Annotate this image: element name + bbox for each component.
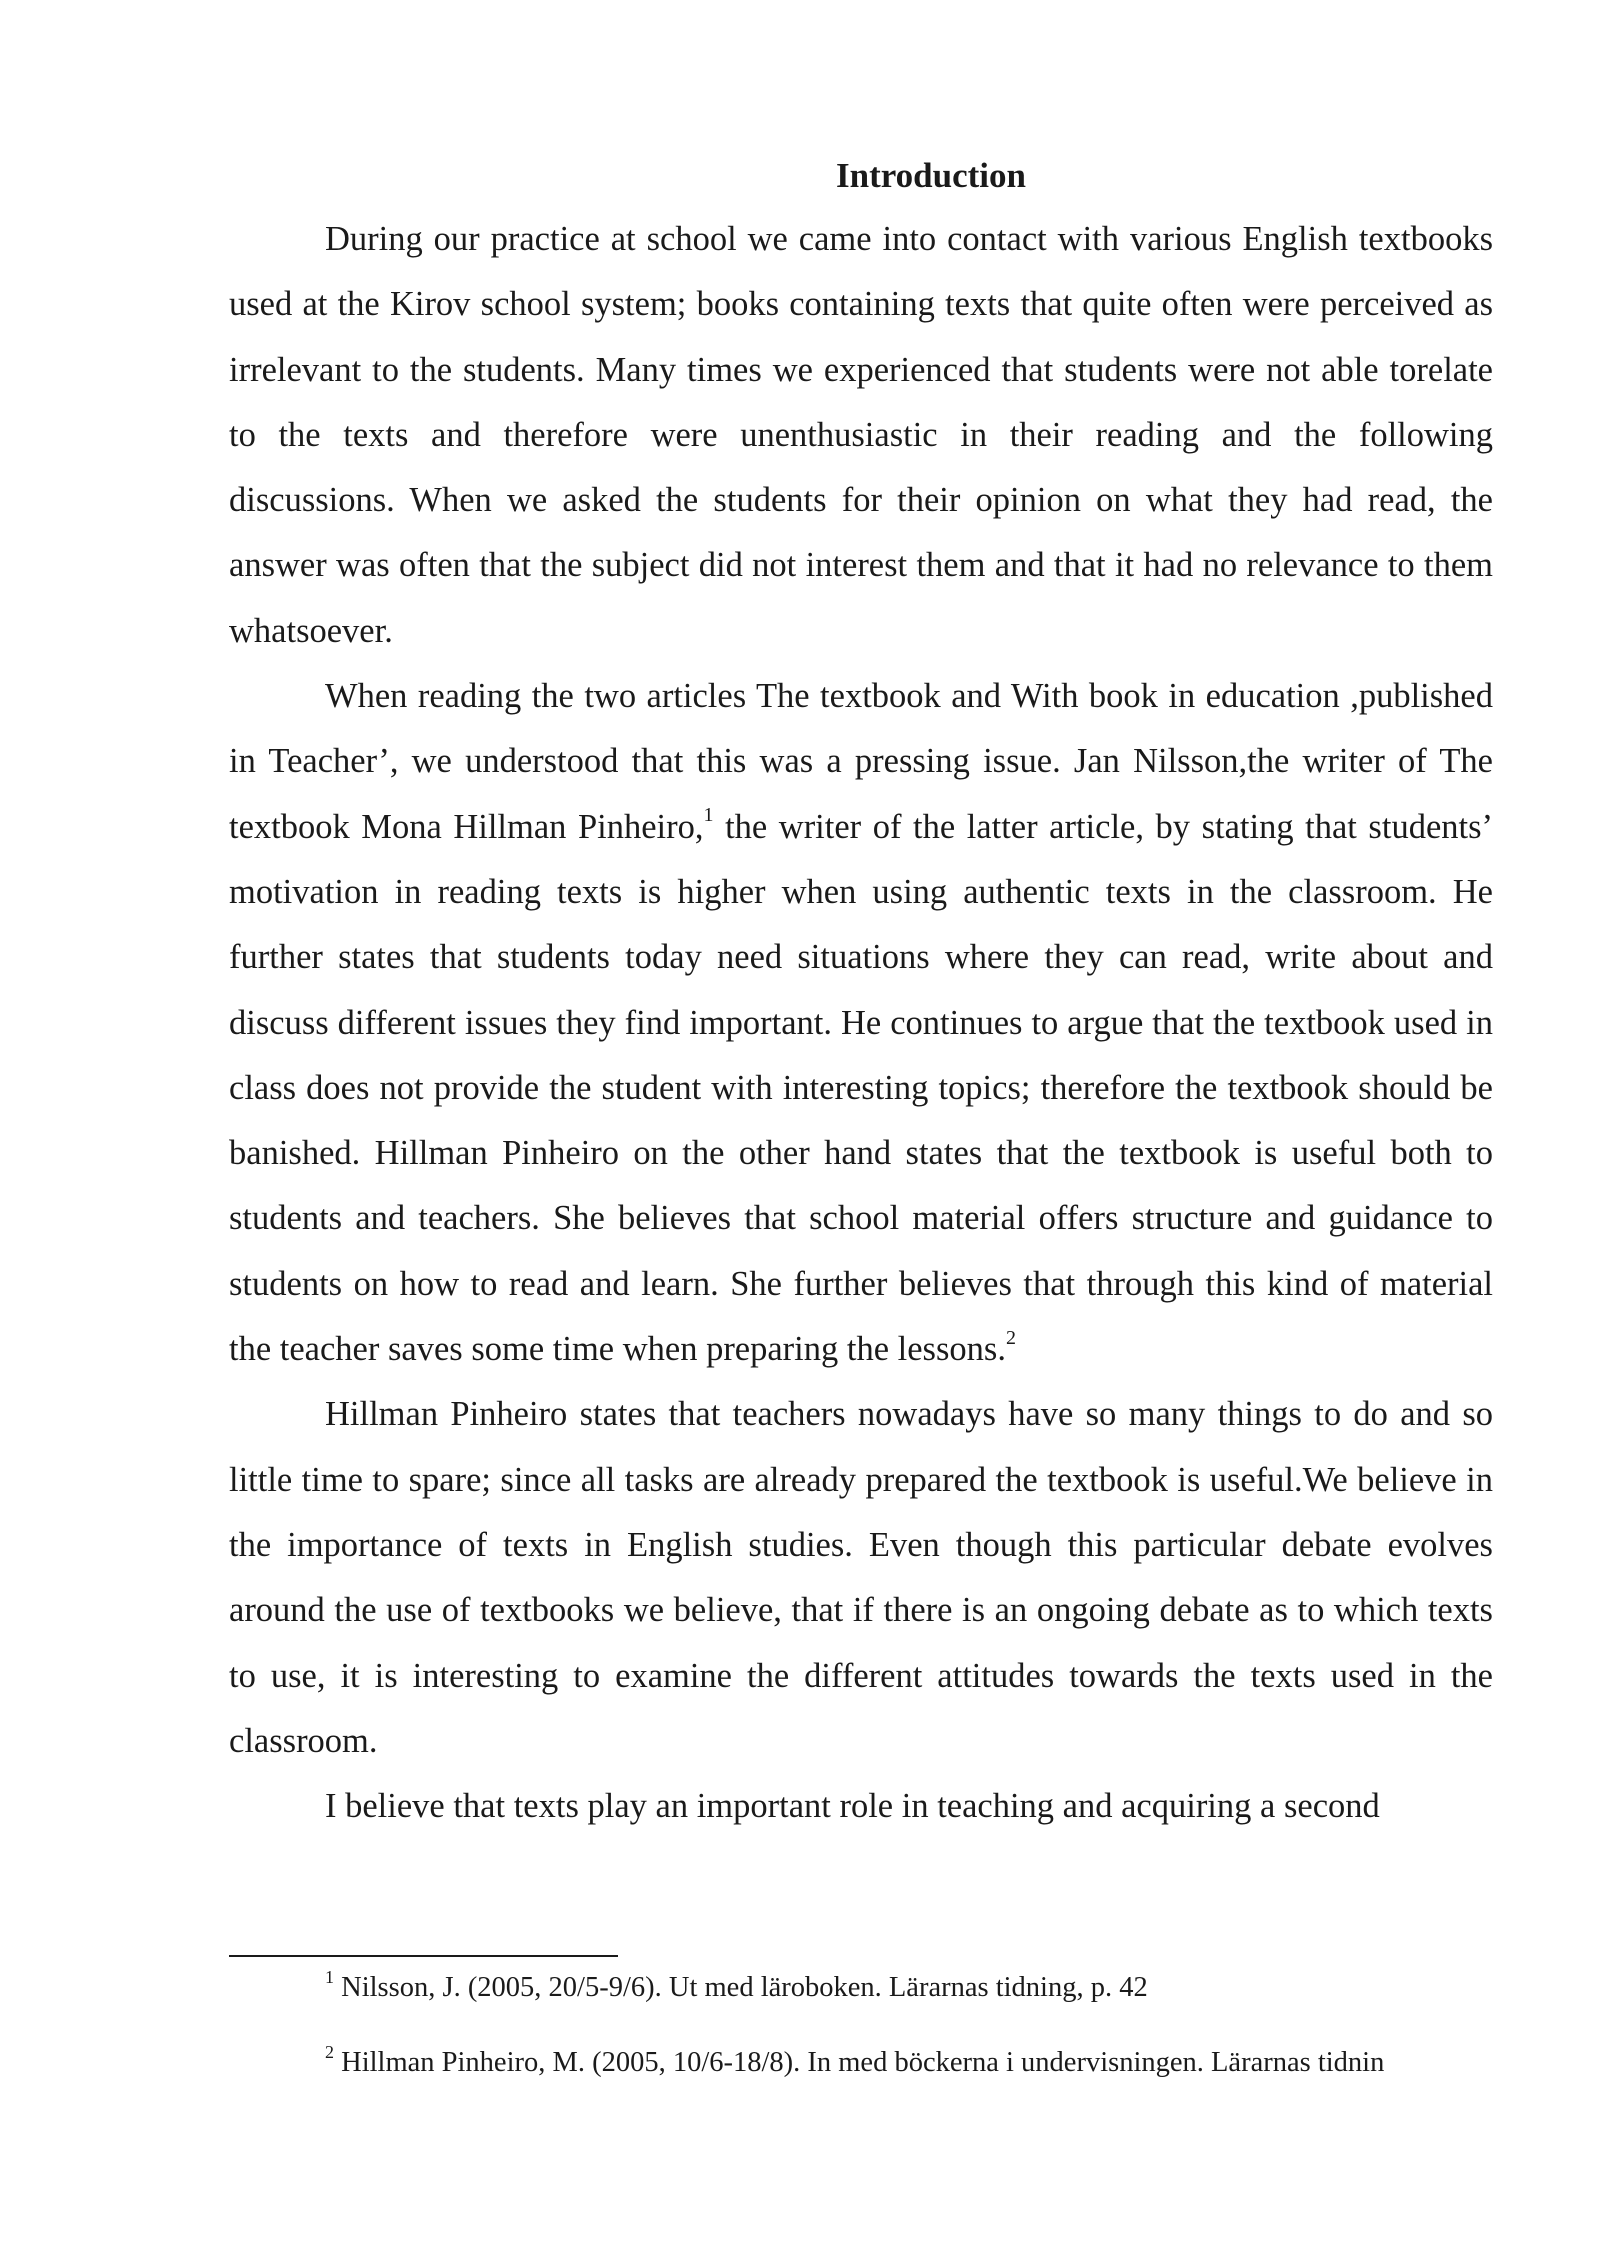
footnote-separator	[229, 1955, 618, 1957]
paragraph-1	[229, 207, 1493, 664]
paragraph-3	[229, 1382, 1493, 1774]
footnote-2-text: Hillman Pinheiro, M. (2005, 10/6-18/8). In med böckerna i undervisningen. Lärarnas tidnin	[341, 2047, 1385, 2078]
paragraph-2-text-b: the writer of the latter article, by stating that students’ motivation in reading texts is higher when using authentic texts in the classroom. He further states that students today need situations where they can read, write about and discuss different issues they find important. He continues to argue that the textbook used in class does not provide the student with interesting topics; therefore the textbook should be banished. Hillman Pinheiro on the other hand states that the textbook is useful both to students and teachers. She believes that school material offers structure and guidance to students on how to read and learn. She further believes that through this kind of material the teacher saves some time when preparing the lessons.	[229, 807, 1494, 1369]
paragraph-4-text: I believe that texts play an important role in teaching and acquiring a second	[325, 1787, 1380, 1826]
paragraph-1-text: During our practice at school we came into contact with various English textbooks used at the Kirov school system; books containing texts that quite often were perceived as irrelevant to the students. Many times we experienced that students were not able torelate to the texts and therefore were unenthusiastic in their reading and the following discussions. When we asked the students for their opinion on what they had read, the answer was often that the subject did not interest them and that it had no relevance to them whatsoever.	[229, 220, 1493, 650]
footnote-2-marker: 2	[325, 2041, 334, 2062]
footnote-1	[325, 1966, 1148, 2006]
section-heading: Introduction	[836, 156, 1026, 195]
paragraph-3-text: Hillman Pinheiro states that teachers nowadays have so many things to do and so little time to spare; since all tasks are already prepared the textbook is useful.We believe in the importance of texts in English studies. Even though this particular debate evolves around the use of textbooks we believe, that if there is an ongoing debate as to which texts to use, it is interesting to examine the different attitudes towards the texts used in the classroom.	[229, 1395, 1493, 1760]
paragraph-2	[229, 664, 1493, 1382]
paragraph-2-text-a: When reading the two articles The textbook and With book in education ,published in Teacher’, we understood that this was a pressing issue. Jan Nilsson,the writer of The textbook Mona Hillman Pinheiro,	[229, 677, 1493, 846]
footnote-1-text: Nilsson, J. (2005, 20/5-9/6). Ut med läroboken. Lärarnas tidning, p. 42	[341, 1972, 1148, 2003]
footnote-2	[325, 2041, 1385, 2081]
footnote-1-marker: 1	[325, 1966, 334, 1987]
footnote-ref-2[interactable]: 2	[1005, 1326, 1016, 1349]
body-text	[229, 145, 1493, 1839]
footnote-ref-1[interactable]: 1	[703, 804, 714, 827]
paragraph-4	[229, 1774, 1493, 1839]
